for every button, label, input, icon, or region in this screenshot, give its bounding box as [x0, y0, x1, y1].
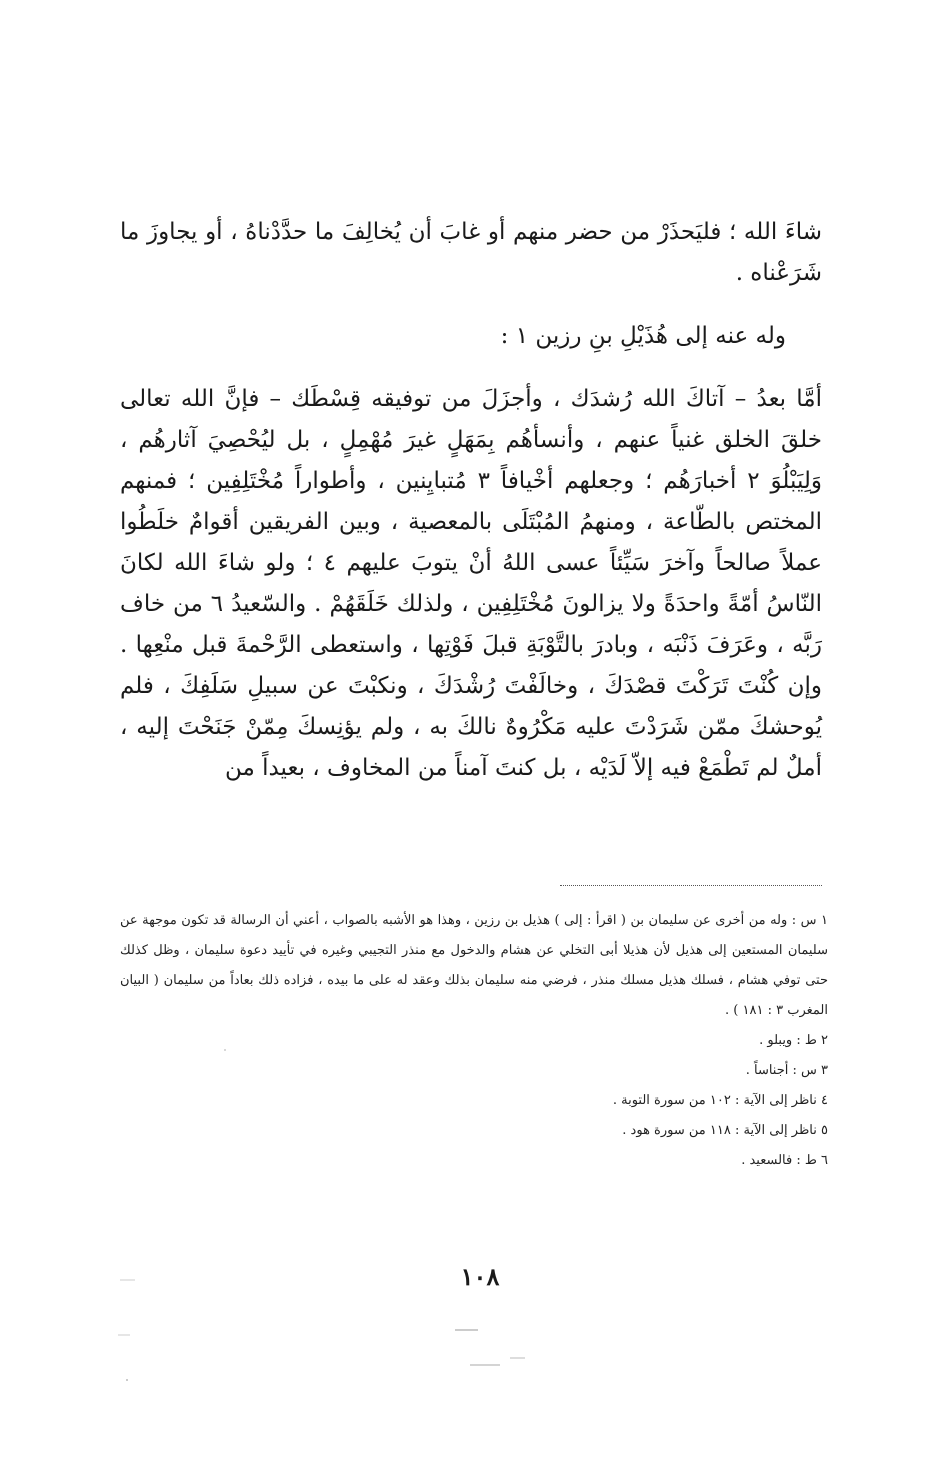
main-text	[120, 212, 822, 789]
footnote-2: ٢ ط : ويبلو .	[759, 1033, 828, 1048]
footnotes	[120, 906, 828, 1176]
footnote-3: ٣ س : أجناساً .	[745, 1063, 828, 1078]
page-number: ١٠٨	[460, 1262, 500, 1291]
intro-paragraph: شاءَ الله ؛ فليَحذَرْ من حضر منهم أو غابَ أن يُخالِفَ ما حدَّدْناهُ ، أو يجاوزَ ما شَرَعْناه .	[120, 219, 822, 286]
letter-heading: وله عنه إلى هُذَيْلِ بنِ رزين ١ :	[500, 323, 786, 349]
footnote-4: ٤ ناظر إلى الآية : ١٠٢ من سورة التوبة .	[612, 1093, 828, 1108]
footnote-divider	[560, 885, 822, 886]
footnote-1: ١ س : وله من أخرى عن سليمان بن ( اقرأ : إلى ) هذيل بن رزين ، وهذا هو الأشبه بالصواب ، أعني أن الرسالة قد تكون موجهة عن سليمان المستعين إلى هذيل لأن هذيلا أبى التخلي عن هشام والدخول مع منذر التجيبي وغيره في تأييد دعوة سليمان ، وظل كذلك حتى توفي هشام ، فسلك هذيل مسلك منذر ، فرضي منه سليمان بذلك وعقد له على ما بيده ، فزاده ذلك بعاداً من سليمان ( البيان المغرب ٣ : ١٨١ ) .	[120, 913, 828, 1018]
footnote-6: ٦ ط : فالسعيد .	[741, 1153, 828, 1168]
letter-paragraph: أمَّا بعدُ – آتاكَ الله رُشدَك ، وأجزَلَ من توفيقه قِسْطَك – فإنَّ الله تعالى خلقَ الخلق غنياً عنهم ، وأنسأهُم بِمَهَلٍ غيرَ مُهْمِلٍ ، بل ليُحْصِيَ آثارهُم ، وَلِيَبْلُوَ ٢ أخبارَهُم ؛ وجعلهم أخْيافاً ٣ مُتبايِنين ، وأطواراً مُخْتَلِفِين ؛ فمنهم المختص بالطّاعة ، ومنهمُ المُبْتَلَى بالمعصية ، وبين الفريقين أقوامٌ خلَطُوا عملاً صالحاً وآخرَ سَيِّئاً عسى اللهُ أنْ يتوبَ عليهم ٤ ؛ ولو شاءَ الله لكانَ النّاسُ أمّةً واحدَةً ولا يزالونَ مُخْتَلِفِين ، ولذلك خَلَقَهُمْ . والسّعيدُ ٦ من خاف رَبَّه ، وعَرَفَ ذَنْبَه ، وبادرَ بالتَّوْبَةِ قبلَ فَوْتِها ، واستعطى الرَّحْمةَ قبل منْعِها . وإن كُنْتَ تَرَكْتَ قصْدَكَ ، وخالَفْتَ رُشْدَكَ ، ونكبْتَ عن سبيلِ سَلَفِكَ ، فلم يُوحشكَ ممّن شَرَدْتَ عليه مَكْرُوهٌ نالكَ به ، ولم يؤنِسكَ مِمّنْ جَنَحْتَ إليه ، أملٌ لم تَطْمَعْ فيه إلاّ لَدَيْه ، بل كنتَ آمناً من المخاوف ، بعيداً من	[120, 386, 823, 781]
footnote-5: ٥ ناظر إلى الآية : ١١٨ من سورة هود .	[622, 1123, 828, 1138]
